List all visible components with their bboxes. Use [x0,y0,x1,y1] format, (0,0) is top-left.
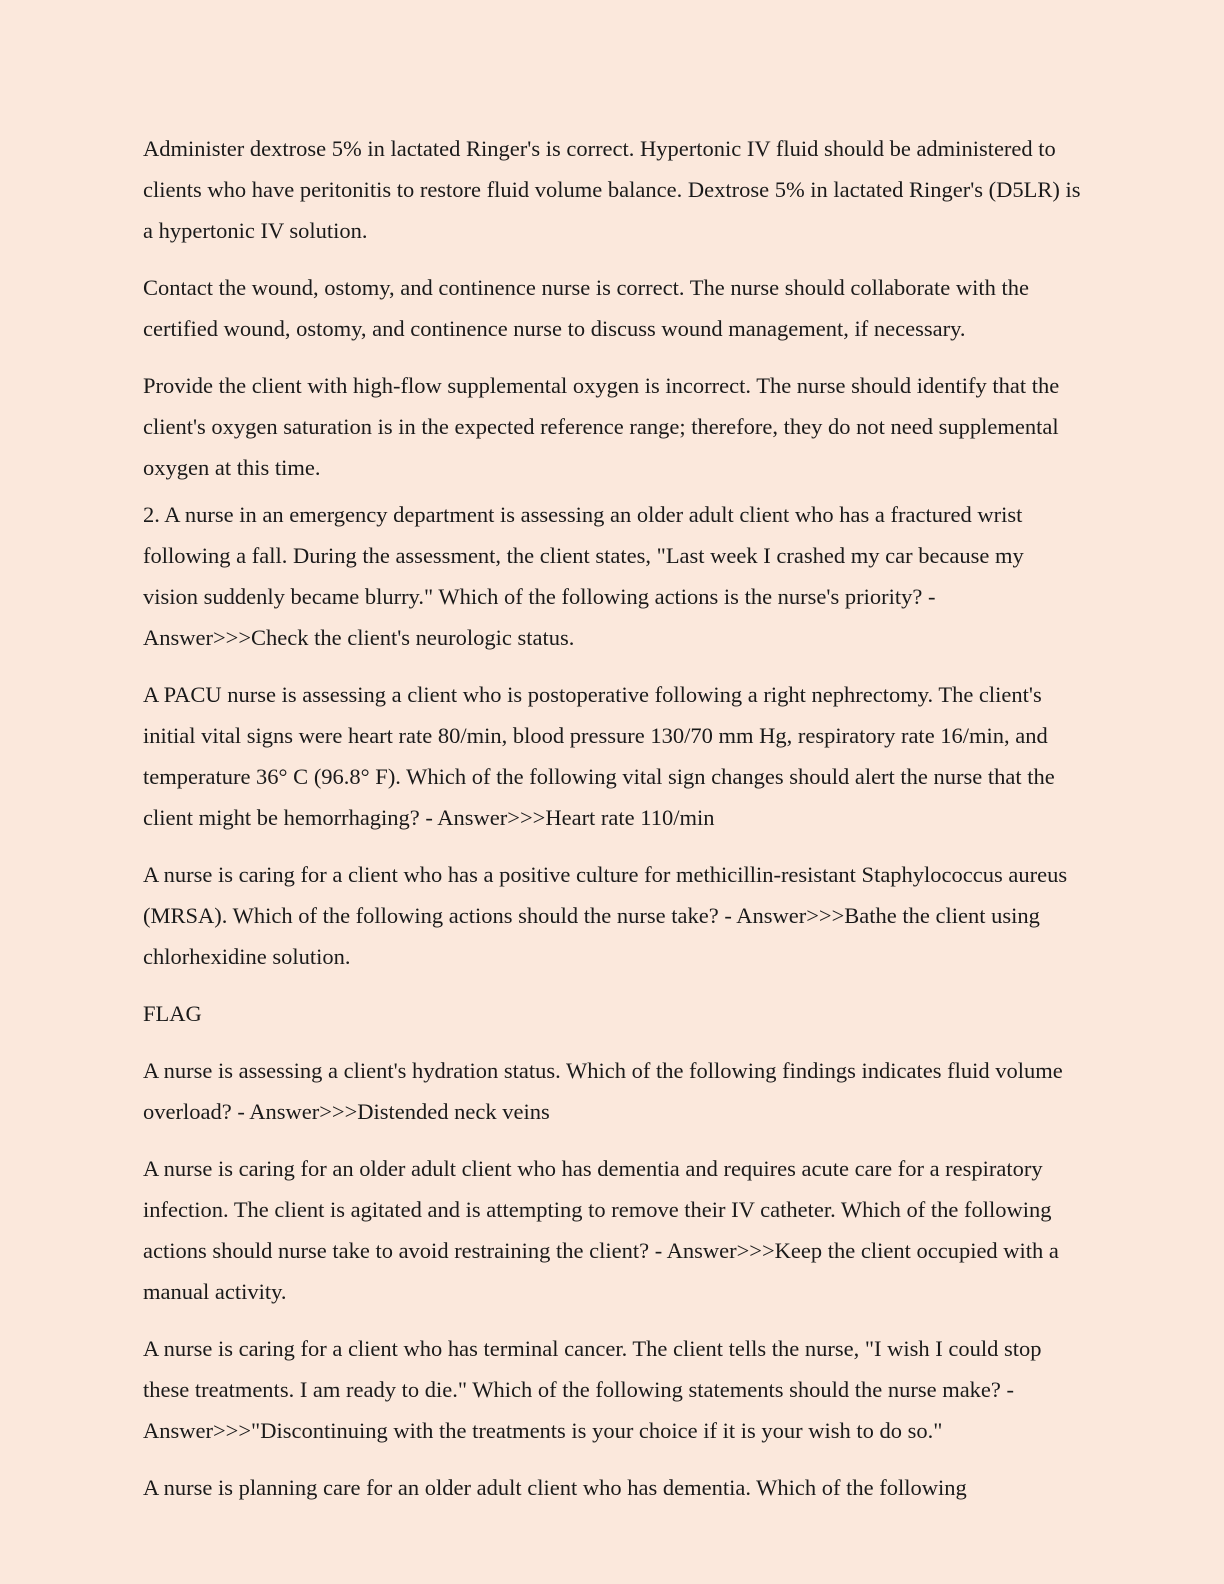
paragraph-dementia-restraint-question: A nurse is caring for an older adult client who has dementia and requires acute care for a respiratory infection. The client is agitated and is attempting to remove their IV catheter. Which of the following actions should nurse take to avoid restraining the client? - Answer>>>Keep the client occupied with a manual activity. [143,1156,1059,1304]
paragraph-wound-nurse-rationale: Contact the wound, ostomy, and continence nurse is correct. The nurse should collaborate with the certified wound, ostomy, and continence nurse to discuss wound management, if necessary. [143,275,1030,341]
paragraph-mrsa-question: A nurse is caring for a client who has a positive culture for methicillin-resistant Staphylococcus aureus (MRSA). Which of the following actions should the nurse take? - Answer>>>Bathe the client using chlorhexidine solution. [143,862,1068,969]
paragraph-terminal-cancer-question: A nurse is caring for a client who has terminal cancer. The client tells the nurse, "I wish I could stop these treatments. I am ready to die." Which of the following statements should the nurse make? - Answer>>>"Discontinuing with the treatments is your choice if it is your wish to do so." [143,1336,1042,1443]
paragraph-question-2: 2. A nurse in an emergency department is assessing an older adult client who has a fractured wrist following a fall. During the assessment, the client states, "Last week I crashed my car because my vision suddenly became blurry." Which of the following actions is the nurse's priority? - Answer>>>Check the client's neurologic status. [143,502,1024,650]
paragraph-dementia-planning-question: A nurse is planning care for an older adult client who has dementia. Which of the following [143,1475,967,1500]
paragraph-pacu-question: A PACU nurse is assessing a client who is postoperative following a right nephrectomy. The client's initial vital signs were heart rate 80/min, blood pressure 130/70 mm Hg, respiratory rate 16/min, and temperature 36° C (96.8° F). Which of the following vital sign changes should alert the nurse that the client might be hemorrhaging? - Answer>>>Heart rate 110/min [143,682,1055,830]
paragraph-oxygen-rationale: Provide the client with high-flow supplemental oxygen is incorrect. The nurse should identify that the client's oxygen saturation is in the expected reference range; therefore, they do not need supplemental oxygen at this time. [143,373,1060,480]
flag-label: FLAG [143,1001,202,1026]
document-page [143,128,1083,1508]
paragraph-hydration-question: A nurse is assessing a client's hydration status. Which of the following findings indicates fluid volume overload? - Answer>>>Distended neck veins [143,1058,1063,1124]
paragraph-d5lr-rationale: Administer dextrose 5% in lactated Ringer's is correct. Hypertonic IV fluid should be administered to clients who have peritonitis to restore fluid volume balance. Dextrose 5% in lactated Ringer's (D5LR) is a hypertonic IV solution. [143,136,1081,243]
